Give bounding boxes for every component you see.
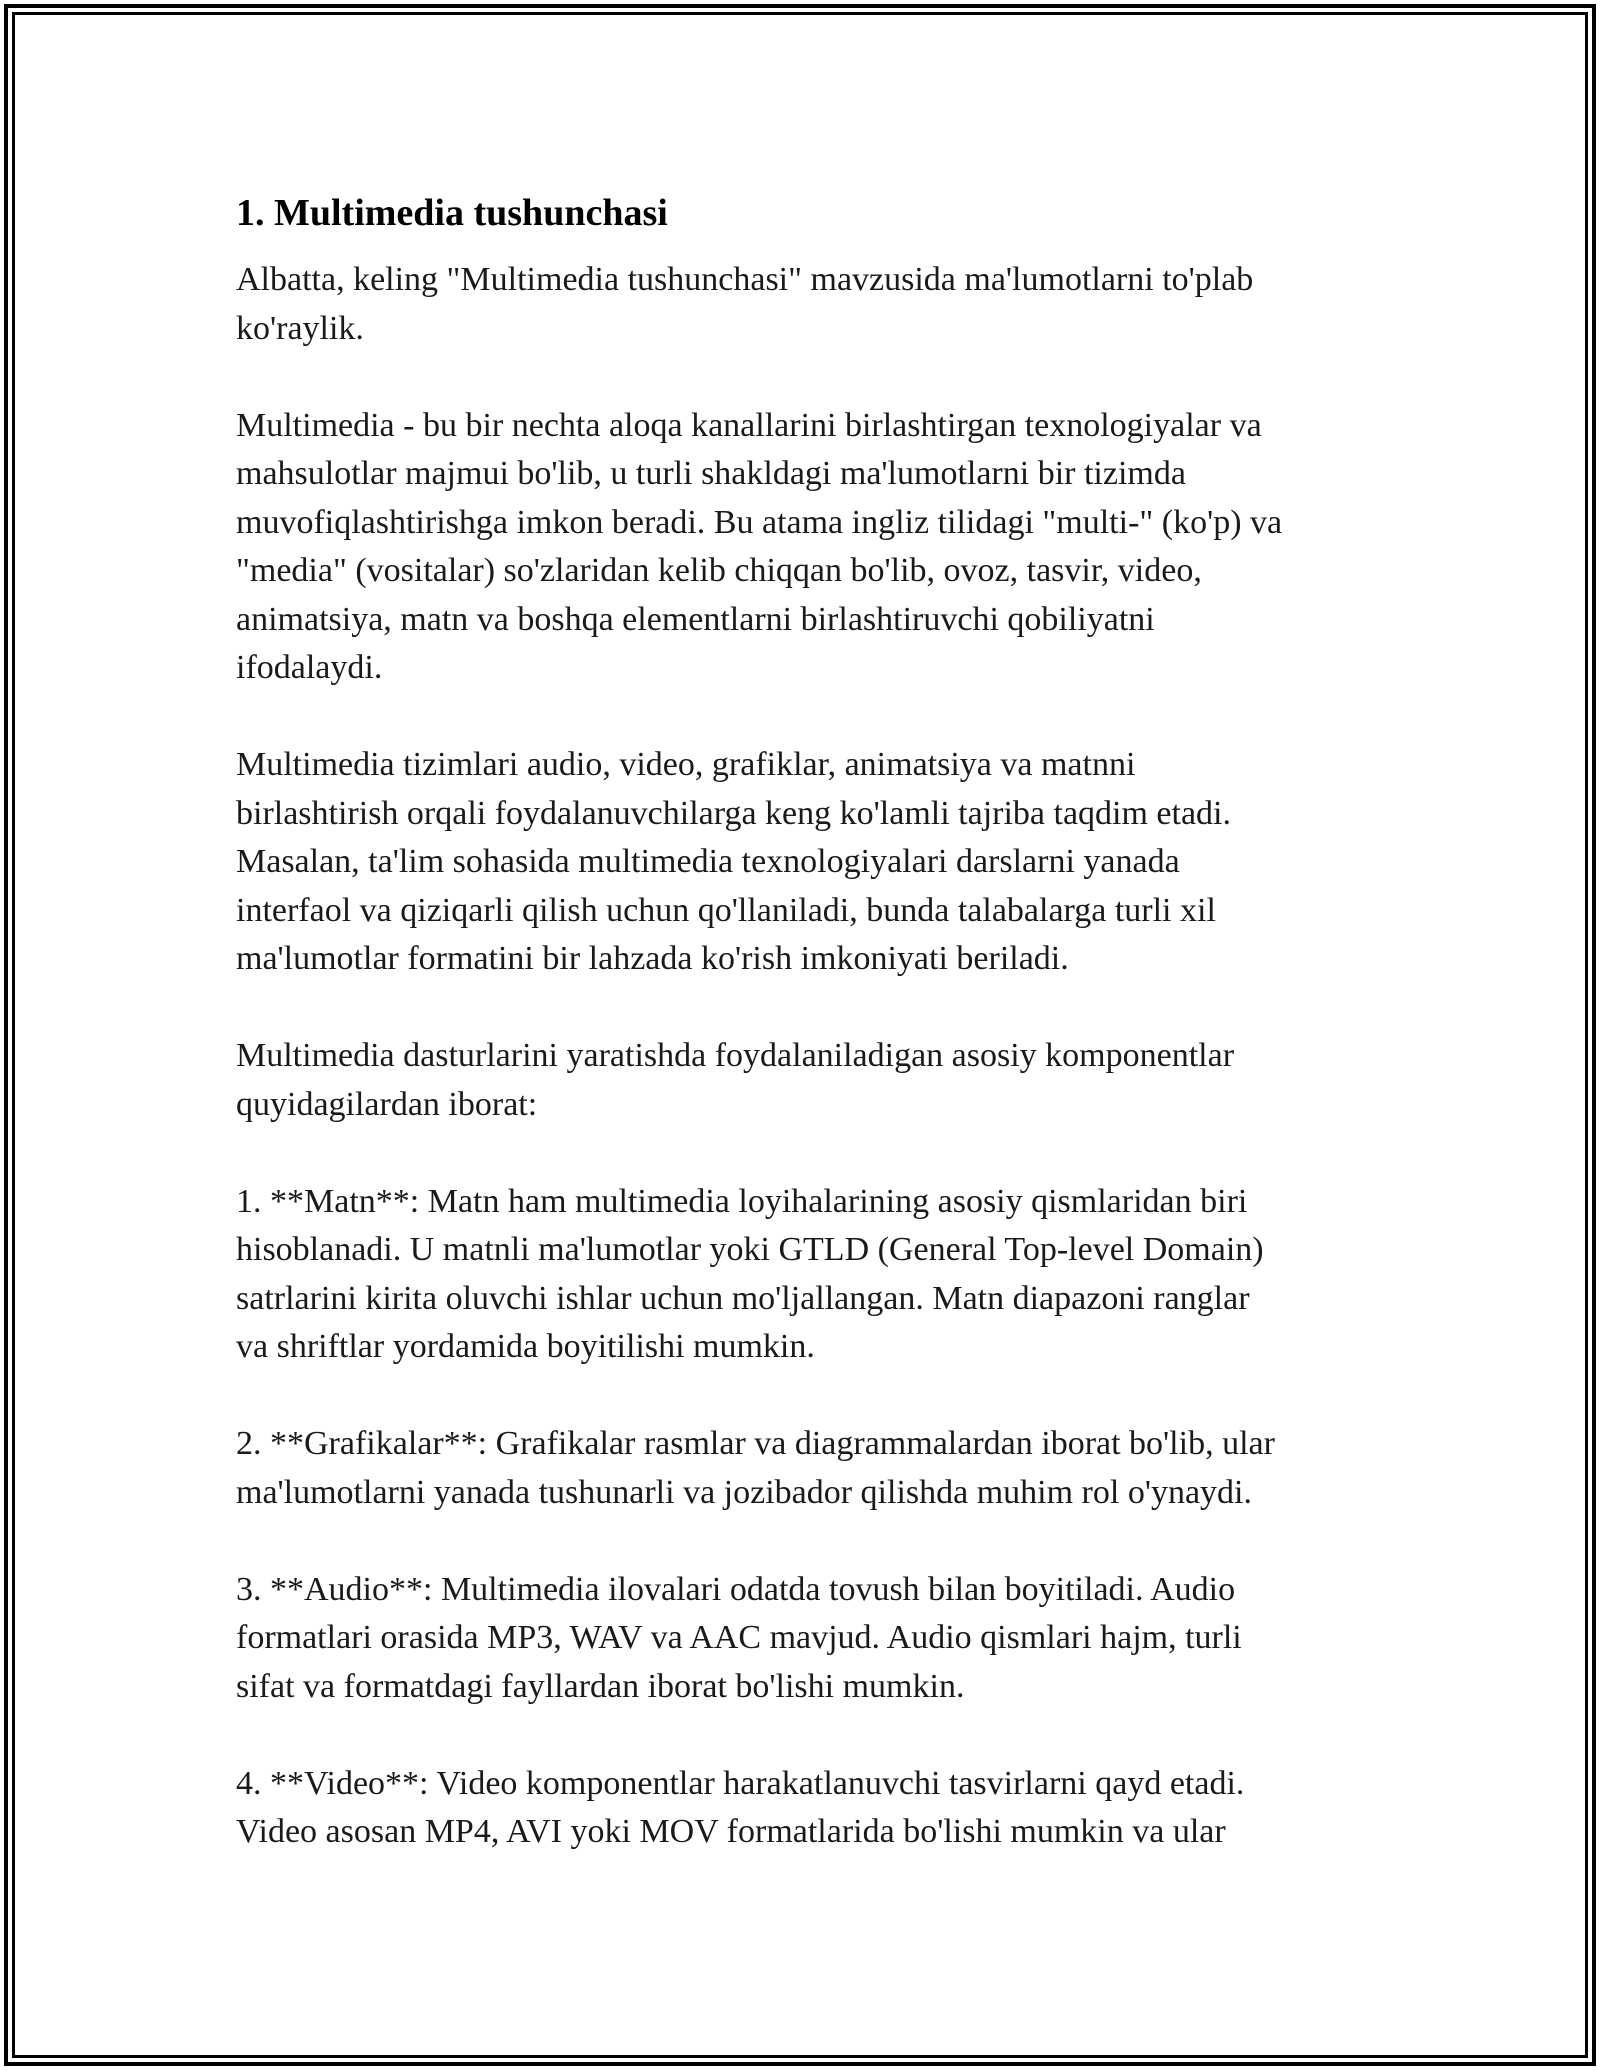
paragraph-intro: Albatta, keling "Multimedia tushunchasi" mavzusida ma'lumotlarni to'plab ko'raylik. <box>236 261 1254 347</box>
list-item-video: 4. **Video**: Video komponentlar harakatlanuvchi tasvirlarni qayd etadi. Video asosan MP4, AVI yoki MOV formatlarida bo'lishi mumkin va ular <box>236 1764 1245 1850</box>
document-title: 1. Multimedia tushunchasi <box>236 192 668 234</box>
document-body <box>236 186 1376 1905</box>
paragraph-definition: Multimedia - bu bir nechta aloqa kanallarini birlashtirgan texnologiyalar va mahsulotlar majmui bo'lib, u turli shakldagi ma'lumotlarni bir tizimda muvofiqlashtirishga imkon beradi. Bu atama ingliz tilidagi "multi-" (ko'p) va "media" (vositalar) so'zlaridan kelib chiqqan bo'lib, ovoz, tasvir, video, animatsiya, matn va boshqa elementlarni birlashtiruvchi qobiliyatni ifodalaydi. <box>236 406 1283 686</box>
list-item-text: 1. **Matn**: Matn ham multimedia loyihalarining asosiy qismlaridan biri hisoblanadi. U matnli ma'lumotlar yoki GTLD (General Top-level Domain) satrlarini kirita oluvchi ishlar uchun mo'ljallangan. Matn diapazoni ranglar va shriftlar yordamida boyitilishi mumkin. <box>236 1182 1264 1365</box>
list-item-graphics: 2. **Grafikalar**: Grafikalar rasmlar va diagrammalardan iborat bo'lib, ular ma'lumotlarni yanada tushunarli va jozibador qilishda muhim rol o'ynaydi. <box>236 1425 1275 1511</box>
list-item-audio: 3. **Audio**: Multimedia ilovalari odatda tovush bilan boyitiladi. Audio formatlari orasida MP3, WAV va AAC mavjud. Audio qismlari hajm, turli sifat va formatdagi fayllardan iborat bo'lishi mumkin. <box>236 1570 1242 1705</box>
paragraph-components-intro: Multimedia dasturlarini yaratishda foydalaniladigan asosiy komponentlar quyidagilardan iborat: <box>236 1037 1235 1123</box>
paragraph-systems: Multimedia tizimlari audio, video, grafiklar, animatsiya va matnni birlashtirish orqali foydalanuvchilarga keng ko'lamli tajriba taqdim etadi. Masalan, ta'lim sohasida multimedia texnologiyalari darslarni yanada interfaol va qiziqarli qilish uchun qo'llaniladi, bunda talabalarga turli xil ma'lumotlar formatini bir lahzada ko'rish imkoniyati beriladi. <box>236 746 1231 977</box>
